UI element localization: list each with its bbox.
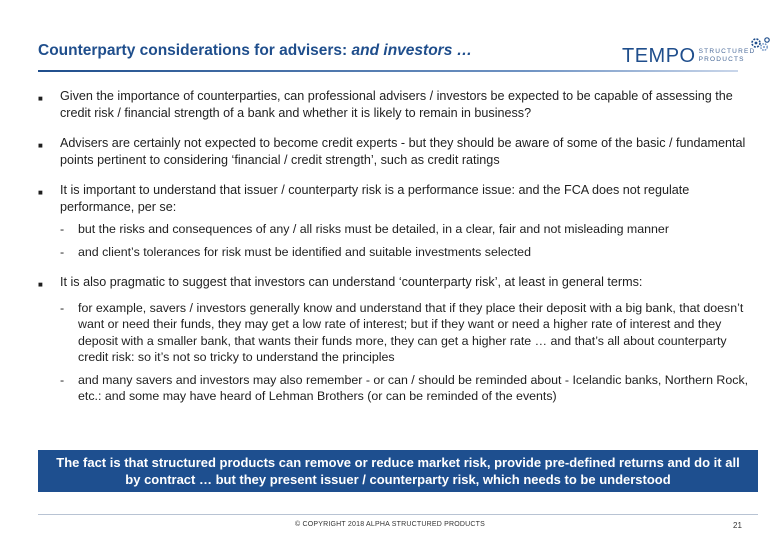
- square-bullet-icon: ■: [38, 188, 43, 197]
- square-bullet-icon: ■: [38, 280, 43, 289]
- sub-bullet: [60, 221, 758, 238]
- sub-bullet-text: and client’s tolerances for risk must be identified and suitable investments selected: [78, 244, 531, 259]
- bullet-text: Advisers are certainly not expected to become credit experts - but they should be aware of some of the basic / fundamental points pertinent to considering ‘financial / credit strength’, such as credit ratings: [60, 136, 746, 167]
- page-number: 21: [733, 521, 742, 530]
- logo-sub-line2: PRODUCTS: [698, 56, 745, 63]
- sub-bullet: [60, 372, 758, 405]
- bullet-item: [38, 182, 758, 215]
- sub-bullet-text: and many savers and investors may also remember - or can / should be reminded about - Icelandic banks, Northern Rock, etc.: and some may have heard of Lehman Brothers (or can be reminded of the events): [78, 372, 749, 403]
- bullet-text: Given the importance of counterparties, can professional advisers / investors be expected to be capable of assessing the credit risk / financial strength of a bank and whether it is likely to remain in business?: [60, 89, 733, 120]
- square-bullet-icon: ■: [38, 141, 43, 150]
- banner-text: The fact is that structured products can remove or reduce market risk, provide pre-defined returns and do it all by contract … but they present issuer / counterparty risk, which needs to be understood: [56, 455, 740, 487]
- logo-subtitle: [699, 48, 756, 64]
- dash-bullet-icon: -: [60, 244, 65, 259]
- bullet-text: It is also pragmatic to suggest that investors can understand ‘counterparty risk’, at least in general terms:: [60, 275, 643, 289]
- bullet-item-with-subs: [38, 274, 758, 405]
- tempo-logo: [622, 44, 755, 68]
- sub-bullet: [60, 300, 758, 366]
- key-message-banner: [38, 450, 758, 492]
- bullet-item-with-subs: [38, 182, 758, 260]
- logo-wordmark: TEMPO: [622, 44, 696, 67]
- sub-bullet-text: but the risks and consequences of any / all risks must be detailed, in a clear, fair and not misleading manner: [78, 222, 669, 236]
- logo-sub-line1: STRUCTURED: [698, 48, 756, 55]
- title-emphasis: and investors …: [351, 42, 473, 59]
- dash-bullet-icon: -: [60, 222, 65, 236]
- bullet-list: [38, 88, 758, 411]
- bullet-item: [38, 135, 758, 168]
- page-title: [38, 42, 472, 60]
- footer-divider: [38, 514, 758, 515]
- bullet-text: It is important to understand that issuer / counterparty risk is a performance issue: and the FCA does not regulate performance, per se:: [60, 183, 690, 214]
- sub-bullet: [60, 244, 758, 261]
- title-main: Counterparty considerations for advisers:: [38, 42, 352, 59]
- dash-bullet-icon: -: [60, 300, 65, 315]
- sub-bullet-text: for example, savers / investors generally know and understand that if they place their deposit with a big bank, that doesn’t want or need their funds, they may get a low rate of interest; but if they want or need a higher rate of interest and they deposit with a smaller bank, that wants their funds more, they can get a higher rate … and that’s all about counterparty credit risk: so it’s not so tricky to understand the principles: [78, 300, 744, 364]
- copyright-notice: © COPYRIGHT 2018 ALPHA STRUCTURED PRODUCTS: [294, 521, 486, 528]
- gears-icon: [748, 36, 772, 54]
- dash-bullet-icon: -: [60, 372, 65, 387]
- bullet-item: [38, 274, 758, 294]
- title-divider: [38, 70, 738, 72]
- bullet-item: [38, 88, 758, 121]
- square-bullet-icon: ■: [38, 94, 43, 103]
